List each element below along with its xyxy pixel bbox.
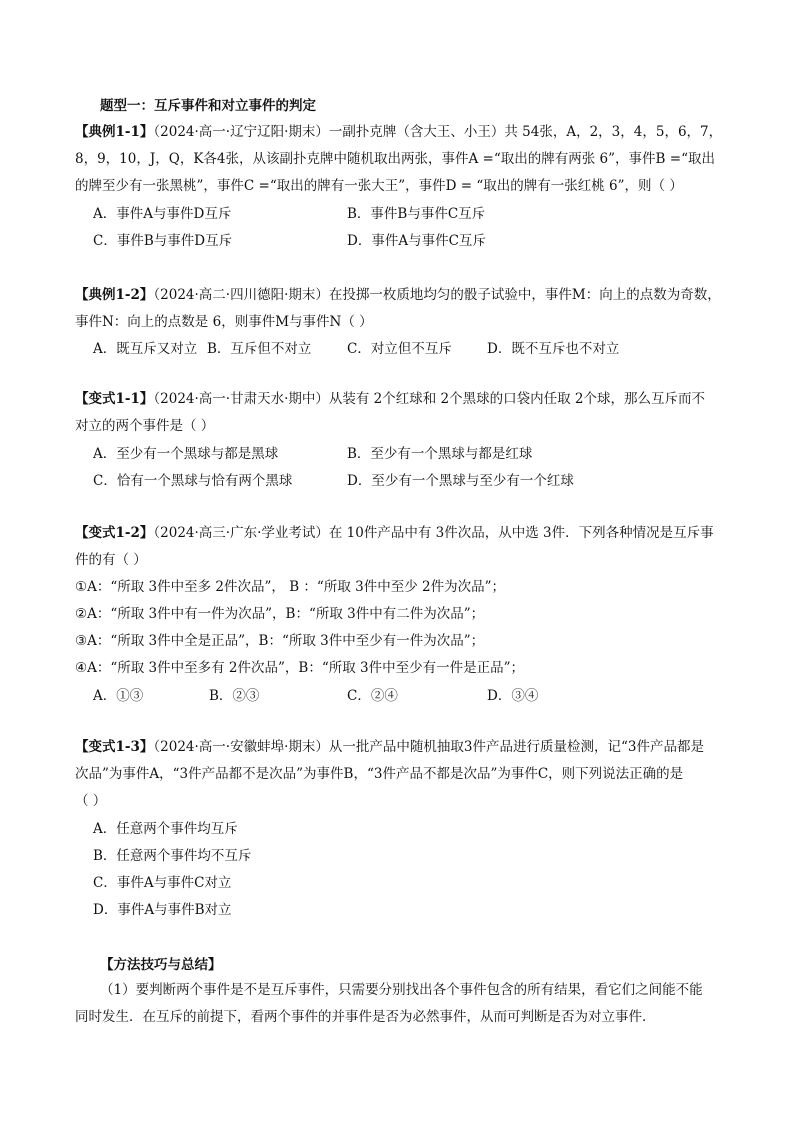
variant-1-2-option-a: A．①③ (93, 688, 144, 704)
section-title: 题型一：互斥事件和对立事件的判定 (100, 98, 316, 114)
variant-1-2-option-c: C．②④ (347, 688, 398, 704)
variant-1-3-line-2: 次品”为事件A，“3件产品都不是次品”为事件B，“3件产品不都是次品”为事件C，则下列说法正确的是 (75, 766, 684, 782)
example-1-2-tag: 【典例1-2】 (75, 287, 154, 303)
example-1-1-line-3: 的牌至少有一张黑桃”，事件C =“取出的牌有一张大王”，事件D = “取出的牌有一张红桃 6”，则（ ） (75, 178, 683, 194)
example-1-2-option-c: C．对立但不互斥 (347, 341, 452, 357)
variant-1-2-item-4: ④A：“所取 3件中至多有 2件次品”，B：“所取 3件中至少有一件是正品”； (75, 660, 525, 676)
example-1-1-tag: 【典例1-1】 (75, 124, 154, 140)
variant-1-3-line-3: （ ） (75, 793, 107, 809)
example-1-2-option-a: A．既互斥又对立 (93, 341, 198, 357)
variant-1-3-option-b: B．任意两个事件均不互斥 (93, 848, 252, 864)
variant-1-1-line-1: 【变式1-1】（2024·高一·甘肃天水·期中）从装有 2个红球和 2个黑球的口袋内任取 2个球，那么互斥而不 (75, 391, 706, 407)
variant-1-1-option-d: D．至少有一个黑球与至少有一个红球 (347, 473, 574, 489)
variant-1-1-option-c: C．恰有一个黑球与恰有两个黑球 (93, 473, 293, 489)
variant-1-1-option-b: B．至少有一个黑球与都是红球 (347, 446, 533, 462)
example-1-2-option-b: B．互斥但不对立 (207, 341, 312, 357)
method-summary-title: 【方法技巧与总结】 (100, 957, 222, 973)
example-1-1-line-2: 8，9，10，J，Q，K各4张，从该副扑克牌中随机取出两张，事件A =“取出的牌有两张 6”，事件B =“取出 (75, 151, 715, 167)
variant-1-1-option-a: A．至少有一个黑球与都是黑球 (93, 446, 279, 462)
variant-1-3-option-c: C．事件A与事件C对立 (93, 875, 232, 891)
example-1-1-option-d: D．事件A与事件C互斥 (347, 233, 486, 249)
variant-1-3-line-1: 【变式1-3】（2024·高一·安徽蚌埠·期末）从一批产品中随机抽取3件产品进行质量检测，记“3件产品都是 (75, 739, 704, 755)
variant-1-3-option-a: A．任意两个事件均互斥 (93, 821, 238, 837)
example-1-2-line-2: 事件N：向上的点数是 6，则事件M与事件N（ ） (75, 314, 373, 330)
example-1-1-option-c: C．事件B与事件D互斥 (93, 233, 233, 249)
example-1-1-line-1: 【典例1-1】（2024·高一·辽宁辽阳·期末）一副扑克牌（含大王、小王）共 54张，A，2，3，4，5，6，7， (75, 124, 723, 140)
variant-1-2-line-1: 【变式1-2】（2024·高三·广东·学业考试）在 10件产品中有 3件次品，从中选 3件．下列各种情况是互斥事 (75, 525, 714, 541)
method-summary-line-2: 同时发生．在互斥的前提下，看两个事件的并事件是否为必然事件，从而可判断是否为对立事件． (75, 1009, 656, 1025)
variant-1-2-tag: 【变式1-2】 (75, 525, 154, 541)
example-1-1-option-a: A．事件A与事件D互斥 (93, 206, 232, 222)
variant-1-3-option-d: D．事件A与事件B对立 (93, 902, 232, 918)
example-1-2-line-1: 【典例1-2】（2024·高二·四川德阳·期末）在投掷一枚质地均匀的骰子试验中，事件M：向上的点数为奇数， (75, 287, 721, 303)
variant-1-2-item-1: ①A：“所取 3件中至多 2件次品”， B ：“所取 3件中至少 2件为次品”； (75, 579, 505, 595)
example-1-1-option-b: B．事件B与事件C互斥 (347, 206, 486, 222)
method-summary-line-1: （1）要判断两个事件是不是互斥事件，只需要分别找出各个事件包含的所有结果，看它们之间能不能 (100, 982, 703, 998)
variant-1-1-tag: 【变式1-1】 (75, 391, 154, 407)
variant-1-2-line-2: 件的有（ ） (75, 552, 147, 568)
example-1-2-option-d: D．既不互斥也不对立 (487, 341, 620, 357)
variant-1-1-line-2: 对立的两个事件是（ ） (75, 418, 215, 434)
variant-1-2-option-b: B．②③ (209, 688, 260, 704)
variant-1-3-tag: 【变式1-3】 (75, 739, 154, 755)
variant-1-2-option-d: D．③④ (487, 688, 539, 704)
variant-1-2-item-3: ③A：“所取 3件中全是正品”，B：“所取 3件中至少有一件为次品”； (75, 633, 485, 649)
variant-1-2-item-2: ②A：“所取 3件中有一件为次品”，B：“所取 3件中有二件为次品”； (75, 606, 485, 622)
